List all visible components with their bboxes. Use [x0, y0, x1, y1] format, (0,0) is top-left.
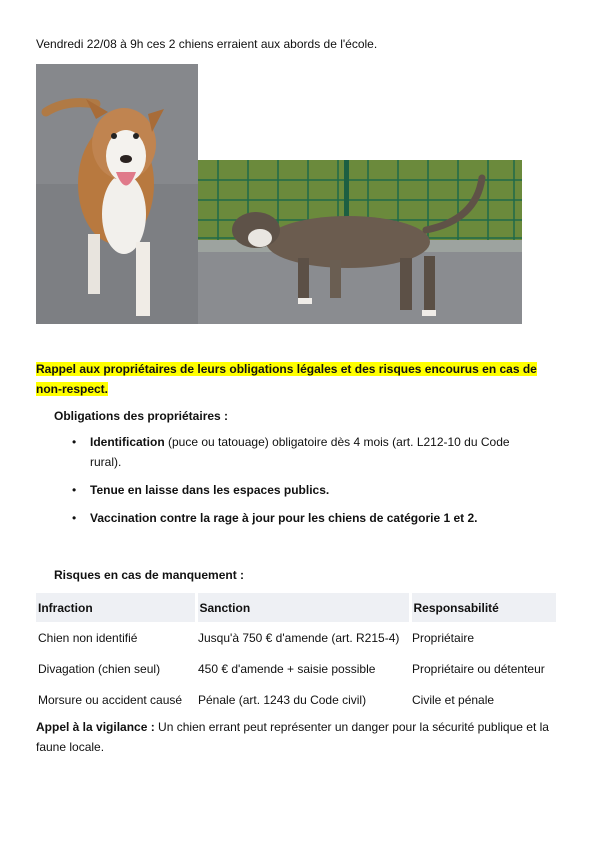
obligations-heading: Obligations des propriétaires :	[54, 409, 229, 423]
table-cell: Divagation (chien seul)	[38, 661, 161, 676]
table-cell: Propriétaire ou détenteur	[412, 661, 545, 676]
obligations-list	[72, 432, 542, 536]
column-header-infraction: Infraction	[36, 593, 196, 622]
reminder-text: Rappel aux propriétaires de leurs obligations légales et des risques encourus en cas de non-respect.	[36, 362, 537, 396]
dog-2-illustration	[198, 160, 522, 324]
table-cell: Propriétaire	[412, 630, 475, 645]
dog-photo-2	[198, 160, 522, 324]
list-item-text: (puce ou tatouage) obligatoire dès 4 mois (art. L212-10 du Code rural).	[90, 435, 510, 469]
table-row	[36, 684, 558, 715]
table-row	[36, 653, 558, 684]
list-item-bold: Vaccination contre la rage à jour pour les chiens de catégorie 1 et 2.	[90, 511, 478, 525]
vigilance-text: Un chien errant peut représenter un danger pour la sécurité publique et la faune locale.	[36, 720, 549, 754]
table-header-row	[36, 593, 558, 622]
column-header-responsabilite: Responsabilité	[410, 593, 558, 622]
risks-table	[36, 593, 559, 715]
intro-text: Vendredi 22/08 à 9h ces 2 chiens erraient aux abords de l'école.	[36, 37, 378, 51]
list-item	[72, 508, 542, 528]
vigilance-paragraph	[36, 717, 560, 757]
table-cell: Pénale (art. 1243 du Code civil)	[198, 692, 367, 707]
list-item	[72, 480, 542, 500]
risks-heading: Risques en cas de manquement :	[54, 568, 245, 582]
dog-photo-1	[36, 64, 198, 324]
table-cell: Chien non identifié	[38, 630, 138, 645]
table-row	[36, 622, 558, 653]
table-cell: Civile et pénale	[412, 692, 495, 707]
column-header-sanction: Sanction	[196, 593, 410, 622]
table-cell: Jusqu'à 750 € d'amende (art. R215-4)	[198, 630, 400, 645]
list-item	[72, 432, 542, 472]
list-item-bold: Tenue en laisse dans les espaces publics.	[90, 483, 330, 497]
dog-1-illustration	[36, 64, 198, 324]
vigilance-label: Appel à la vigilance :	[36, 720, 155, 734]
list-item-bold: Identification	[90, 435, 165, 449]
reminder-banner	[36, 359, 560, 399]
table-cell: Morsure ou accident causé	[38, 692, 183, 707]
table-cell: 450 € d'amende + saisie possible	[198, 661, 376, 676]
